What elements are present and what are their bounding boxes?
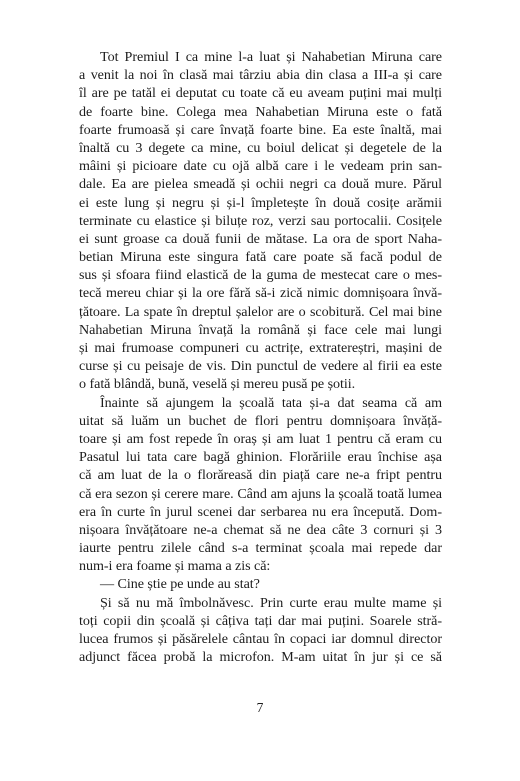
text-line: foarte frumoasă și care învață foarte bine. Ea este înaltă, mai [79,121,442,138]
text-line: și mai frumoase compuneri cu actrițe, extratereștri, mașini de [79,340,442,356]
text-line: tecă mereu chiar și la ore fără să-i zică nimic domnișoara învă- [79,285,442,302]
text-line: num-i era foame și mama a zis că: [79,558,271,575]
text-line: ei este lung și negru și și-l împletește în două cosițe arămii [79,194,442,211]
text-line: toți copii din școală și câțiva tați dar mai puțini. Soarele stră- [79,612,442,629]
page-number: 7 [256,700,264,715]
text-line: îl are pe tatăl ei deputat cu toate că eu aveam puțini mai mulți [79,85,442,102]
text-line: înaltă cu 3 degete ca mine, cu boiul delicat și degetele de la [79,139,442,156]
text-line: sus și sfoara fiind elastică de la guma de mestecat care o mes- [79,267,442,284]
text-line: Și să nu mă îmbolnăvesc. Prin curte erau multe mame și [100,594,442,611]
text-line: uitat să luăm un buchet de flori pentru domnișoara învăță- [79,412,442,429]
text-line: curse și cu peisaje de vis. Din punctul de vedere al firii ea este [79,358,442,375]
text-line: — Cine știe pe unde au stat? [100,576,260,593]
text-line: Pasatul lui tata care bagă ghinion. Florăriile erau închise așa [79,449,442,466]
body-text [79,48,442,666]
text-line: a venit la noi în clasă mai târziu abia din clasa a III-a și care [79,67,442,84]
text-line: de foarte bine. Colega mea Nahabetian Miruna este o fată [79,103,442,120]
text-line: Tot Premiul I ca mine l-a luat și Nahabetian Miruna care [100,49,442,65]
text-line: toare și am fost repede în oraș și am luat 1 pentru că eram cu [79,430,442,447]
text-line: dale. Ea are pielea smeadă și ochii negri ca două mure. Părul [79,176,442,193]
text-line: că am luat de la o florăreasă din piață care ne-a fript pentru [79,467,442,484]
text-line: adjunct făcea probă la microfon. M-am uitat în jur și ce să [79,649,442,666]
text-line: Înainte să ajungem la școală tata și-a dat seama că am [100,394,442,411]
text-line: ei sunt groase ca două funii de mătase. La ora de sport Naha- [79,230,442,247]
text-line: Nahabetian Miruna învață la română și face cele mai lungi [79,321,442,338]
text-line: o fată blândă, bună, veselă și mereu pusă pe șotii. [79,376,356,393]
text-line: iaurte pentru zilele când s-a terminat școala mai repede dar [79,540,442,557]
text-line: era în curte în jurul scenei dar serbarea nu era începută. Dom- [79,503,442,520]
text-line: că era sezon și cerere mare. Când am ajuns la școală toată lumea [79,485,442,502]
text-line: betian Miruna este singura fată care poate să facă podul de [79,249,442,266]
text-line: terminate cu elastice și biluțe roz, verzi sau portocalii. Cosițele [79,212,442,229]
text-line: țătoare. La spate în dreptul șalelor are o scobitură. Cel mai bine [79,303,442,320]
text-line: mâini și picioare date cu ojă albă care i le vedeam prin san- [79,158,442,175]
text-line: nișoara învățătoare ne-a chemat să ne dea câte 3 cornuri și 3 [79,521,442,538]
text-line: lucea frumos și păsărelele cântau în copaci iar domnul director [79,631,442,647]
